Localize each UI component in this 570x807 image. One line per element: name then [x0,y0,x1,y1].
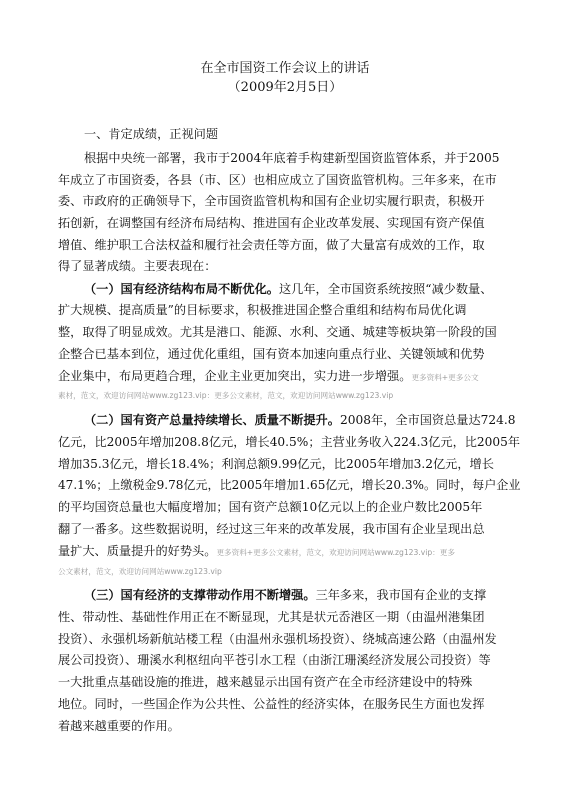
point2-last-line [58,543,455,561]
point3-heading: （三）国有经济的支撑带动作用不断增强。 [84,588,316,602]
point3-line: 投资）、永强机场新航站楼工程（由温州永强机场投资）、绕城高速公路（由温州发 [58,632,497,646]
point3-line: 地位。同时，一些国企作为公共性、公益性的经济实体，在服务民生方面也发挥 [58,697,485,711]
intro-line: 根据中央统一部署，我市于2004年底着手构建新型国资监管体系，并于2005 [84,151,500,165]
intro-line: 委、市政府的正确领导下，全市国资监管机构和国有企业切实履行职责，积极开 [58,194,485,208]
intro-line: 年成立了市国资委，各县（市、区）也相应成立了国资监管机构。三年多来，在市 [58,173,497,187]
watermark-ad-text: 更多资料+更多公文素材，范文，欢迎访问网站www.zg123.vip：更多 [216,548,455,557]
point1-text: 企业集中，布局更趋合理，企业主业更加突出，实力进一步增强。 [58,369,412,383]
point2-first-line [84,412,516,428]
intro-line: 得了显著成绩。主要表现在： [58,259,217,273]
point2-line: 增加35.3亿元，增长18.4%；利润总额9.99亿元，比2005年增加3.2亿元，增长 [58,457,494,471]
point2-line: 的平均国资总量也大幅度增加；国有资产总额10亿元以上的企业户数比2005年 [58,500,483,514]
point3-first-line [84,587,486,603]
watermark-ad-line: 公文素材，范文，欢迎访问网站www.zg123.vip [58,567,222,576]
point3-text: 三年多来，我市国有企业的支撑 [315,588,487,602]
point2-line: 47.1%；上缴税金9.78亿元，比2005年增加1.65亿元，增长20.3%。同时，每户企业 [58,478,521,492]
intro-line: 增值、维护职工合法权益和履行社会责任等方面，做了大量富有成效的工作，取 [58,238,485,252]
point3-line: 着越来越重要的作用。 [58,719,180,733]
point1-heading: （一）国有经济结构布局不断优化。 [84,282,279,296]
watermark-ad-text: 更多资料+更多公文 [411,373,479,382]
point1-line: 扩大规模、提高质量”的目标要求，积极推进国企整合重组和结构布局优化调 [58,303,467,317]
point2-text: 量扩大、质量提升的好势头。 [58,544,217,558]
point1-first-line [84,281,492,297]
point3-line: 性、带动性、基础性作用正在不断显现，尤其是状元岙港区一期（由温州港集团 [58,610,485,624]
point1-line: 企整合已基本到位，通过优化重组，国有资本加速向重点行业、关键领域和优势 [58,347,485,361]
point3-line: 一大批重点基础设施的推进，越来越显示出国有资产在全市经济建设中的特殊 [58,675,473,689]
document-title: 在全市国资工作会议上的讲话 [200,61,370,76]
intro-line: 拓创新，在调整国有经济布局结构、推进国有企业改革发展、实现国有资产保值 [58,216,485,230]
point3-line: 展公司投资）、珊溪水利枢纽向平苍引水工程（由浙江珊溪经济发展公司投资）等 [58,653,491,667]
point2-text: 2008年，全市国资总量达724.8 [339,413,516,427]
watermark-ad-line: 素材，范文，欢迎访问网站www.zg123.vip：更多公文素材，范文，欢迎访问网站www.zg123.vip [58,391,394,400]
point1-last-line [58,368,479,386]
section-heading: 一、肯定成绩，正视问题 [84,127,219,141]
point2-line: 亿元，比2005年增加208.8亿元，增长40.5%；主营业务收入224.3亿元，比2005年 [58,435,521,449]
point2-line: 翻了一番多。这些数据说明，经过这三年来的改革发展，我市国有企业呈现出总 [58,522,485,536]
point1-line: 整，取得了明显成效。尤其是港口、能源、水利、交通、城建等板块第一阶段的国 [58,325,497,339]
point1-text: 这几年，全市国资系统按照“减少数量、 [279,282,493,296]
document-date: （2009年2月5日） [227,80,343,95]
point2-heading: （二）国有资产总量持续增长、质量不断提升。 [84,413,340,427]
